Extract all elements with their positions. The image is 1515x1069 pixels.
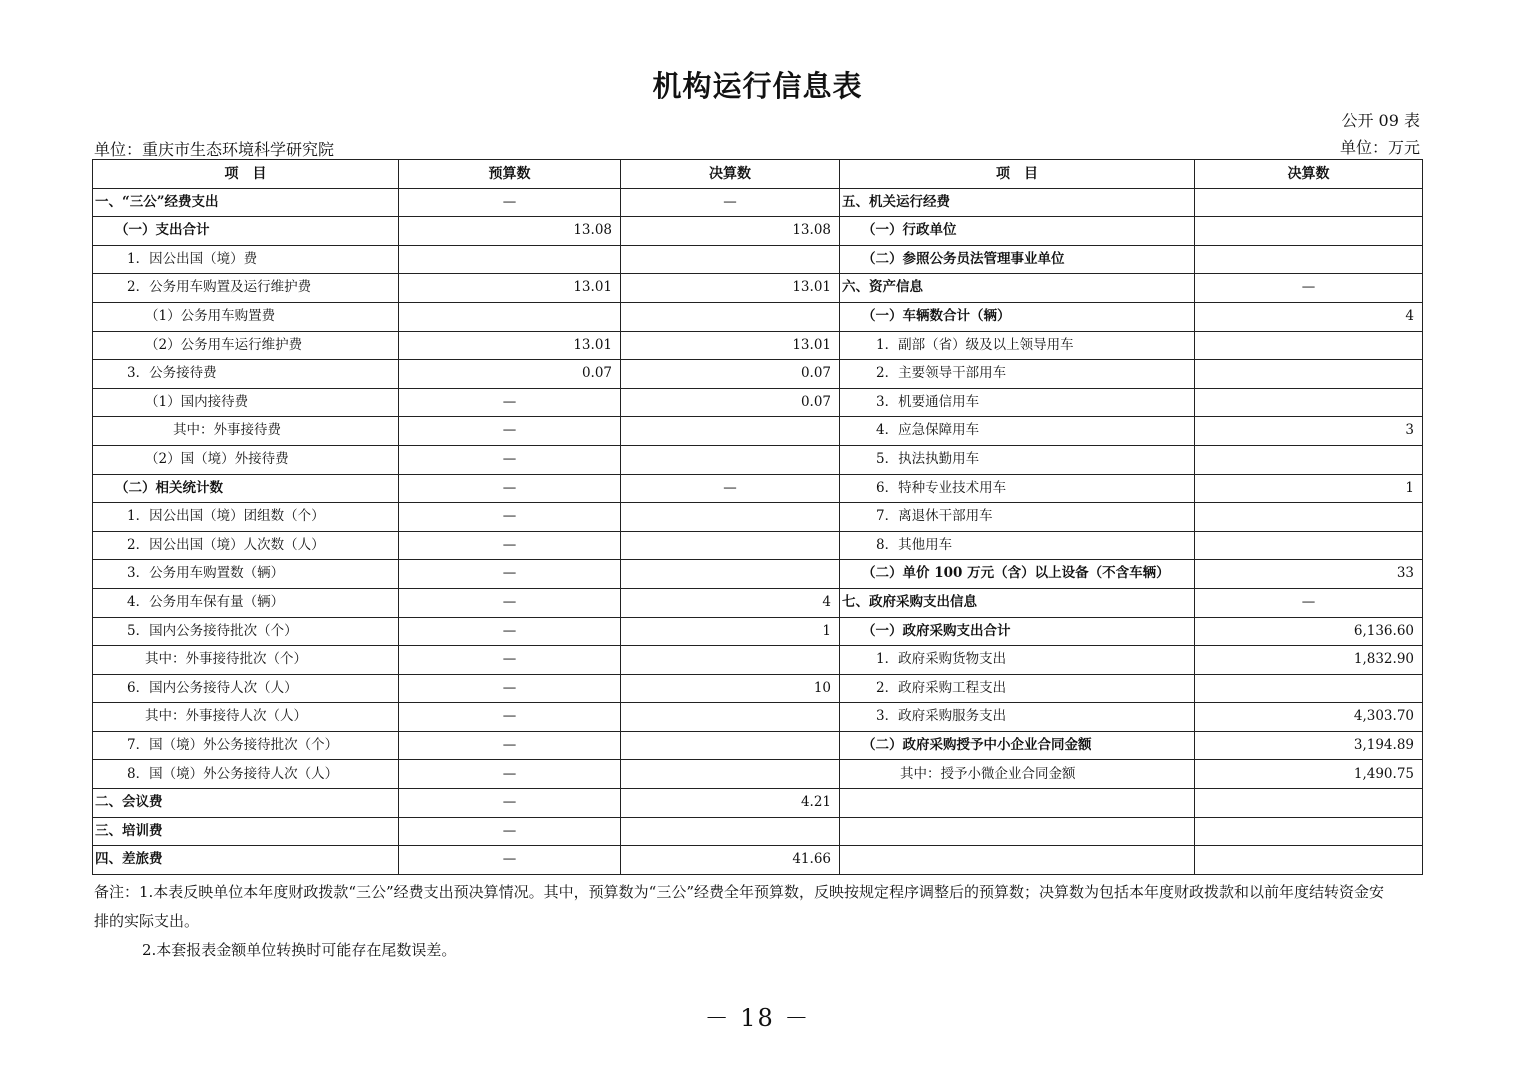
left-item-label: 7．国（境）外公务接待批次（个） xyxy=(93,731,399,760)
right-item-label: 8．其他用车 xyxy=(840,531,1195,560)
right-item-label: 1．副部（省）级及以上领导用车 xyxy=(840,331,1195,360)
final-value-left: 0.07 xyxy=(621,360,840,389)
right-item-label: 7．离退休干部用车 xyxy=(840,503,1195,532)
left-item-label: 3．公务接待费 xyxy=(93,360,399,389)
table-row xyxy=(93,445,1423,474)
right-item-label xyxy=(840,846,1195,875)
right-item-label: 3．政府采购服务支出 xyxy=(840,703,1195,732)
left-item-label: 6．国内公务接待人次（人） xyxy=(93,674,399,703)
budget-value: — xyxy=(399,674,621,703)
right-item-label: 2．政府采购工程支出 xyxy=(840,674,1195,703)
left-item-label: 其中：外事接待费 xyxy=(93,417,399,446)
left-item-label: 三、培训费 xyxy=(93,817,399,846)
table-row xyxy=(93,817,1423,846)
budget-value: 13.08 xyxy=(399,217,621,246)
table-row xyxy=(93,245,1423,274)
right-item-label: （二）参照公务员法管理事业单位 xyxy=(840,245,1195,274)
final-value-right xyxy=(1195,388,1423,417)
table-row xyxy=(93,331,1423,360)
right-item-label: 6．特种专业技术用车 xyxy=(840,474,1195,503)
final-value-right xyxy=(1195,674,1423,703)
table-row xyxy=(93,703,1423,732)
table-row xyxy=(93,674,1423,703)
right-item-label: （二）政府采购授予中小企业合同金额 xyxy=(840,731,1195,760)
final-value-right xyxy=(1195,445,1423,474)
final-value-left: 13.01 xyxy=(621,331,840,360)
budget-value: — xyxy=(399,789,621,818)
budget-value: — xyxy=(399,617,621,646)
budget-value xyxy=(399,302,621,331)
budget-value: — xyxy=(399,846,621,875)
budget-value: — xyxy=(399,388,621,417)
right-item-label: 3．机要通信用车 xyxy=(840,388,1195,417)
final-value-right xyxy=(1195,817,1423,846)
right-item-label: （一）车辆数合计（辆） xyxy=(840,302,1195,331)
table-row xyxy=(93,588,1423,617)
left-item-label: 一、“三公”经费支出 xyxy=(93,188,399,217)
final-value-right: 1,490.75 xyxy=(1195,760,1423,789)
final-value-right xyxy=(1195,360,1423,389)
final-value-right xyxy=(1195,503,1423,532)
final-value-left xyxy=(621,760,840,789)
left-item-label: （一）支出合计 xyxy=(93,217,399,246)
right-item-label: 七、政府采购支出信息 xyxy=(840,588,1195,617)
right-item-label xyxy=(840,817,1195,846)
final-value-left xyxy=(621,817,840,846)
header-final-right: 决算数 xyxy=(1195,160,1423,189)
budget-value: — xyxy=(399,188,621,217)
table-row xyxy=(93,474,1423,503)
right-item-label: 5．执法执勤用车 xyxy=(840,445,1195,474)
final-value-left xyxy=(621,417,840,446)
final-value-left: 13.08 xyxy=(621,217,840,246)
final-value-right: 3 xyxy=(1195,417,1423,446)
reporting-unit: 单位：重庆市生态环境科学研究院 xyxy=(94,140,335,159)
left-item-label: （二）相关统计数 xyxy=(93,474,399,503)
table-row xyxy=(93,360,1423,389)
final-value-left xyxy=(621,503,840,532)
final-value-right: 4 xyxy=(1195,302,1423,331)
left-item-label: 其中：外事接待人次（人） xyxy=(93,703,399,732)
final-value-right: 6,136.60 xyxy=(1195,617,1423,646)
table-row xyxy=(93,760,1423,789)
final-value-left: 4 xyxy=(621,588,840,617)
budget-value: — xyxy=(399,588,621,617)
final-value-left xyxy=(621,731,840,760)
right-item-label: 2．主要领导干部用车 xyxy=(840,360,1195,389)
budget-value: — xyxy=(399,703,621,732)
final-value-left xyxy=(621,560,840,589)
form-number: 公开 09 表 xyxy=(1341,111,1420,130)
info-table xyxy=(92,159,1423,875)
table-row xyxy=(93,417,1423,446)
table-row xyxy=(93,617,1423,646)
final-value-right xyxy=(1195,188,1423,217)
left-item-label: 1．因公出国（境）费 xyxy=(93,245,399,274)
final-value-right xyxy=(1195,217,1423,246)
final-value-left xyxy=(621,302,840,331)
left-item-label: 4．公务用车保有量（辆） xyxy=(93,588,399,617)
final-value-right: 33 xyxy=(1195,560,1423,589)
final-value-left xyxy=(621,245,840,274)
header-final-left: 决算数 xyxy=(621,160,840,189)
final-value-right: — xyxy=(1195,274,1423,303)
budget-value: — xyxy=(399,417,621,446)
budget-value: 13.01 xyxy=(399,274,621,303)
left-item-label: （2）国（境）外接待费 xyxy=(93,445,399,474)
left-item-label: （2）公务用车运行维护费 xyxy=(93,331,399,360)
left-item-label: 2．公务用车购置及运行维护费 xyxy=(93,274,399,303)
final-value-left: 41.66 xyxy=(621,846,840,875)
final-value-right: — xyxy=(1195,588,1423,617)
table-row xyxy=(93,846,1423,875)
budget-value: — xyxy=(399,531,621,560)
left-item-label: 二、会议费 xyxy=(93,789,399,818)
table-row xyxy=(93,503,1423,532)
page-title: 机构运行信息表 xyxy=(652,69,863,103)
final-value-left: 4.21 xyxy=(621,789,840,818)
table-row xyxy=(93,731,1423,760)
final-value-left xyxy=(621,445,840,474)
budget-value: — xyxy=(399,646,621,675)
left-item-label: （1）国内接待费 xyxy=(93,388,399,417)
table-row xyxy=(93,188,1423,217)
final-value-left: 1 xyxy=(621,617,840,646)
left-item-label: 四、差旅费 xyxy=(93,846,399,875)
final-value-right xyxy=(1195,846,1423,875)
budget-value: 13.01 xyxy=(399,331,621,360)
right-item-label: 五、机关运行经费 xyxy=(840,188,1195,217)
final-value-left xyxy=(621,531,840,560)
budget-value: — xyxy=(399,503,621,532)
left-item-label: 2．因公出国（境）人次数（人） xyxy=(93,531,399,560)
note-2: 2.本套报表金额单位转换时可能存在尾数误差。 xyxy=(142,941,457,959)
right-item-label: 4．应急保障用车 xyxy=(840,417,1195,446)
table-row xyxy=(93,789,1423,818)
table-header-row xyxy=(93,160,1423,189)
table-row xyxy=(93,531,1423,560)
final-value-right xyxy=(1195,331,1423,360)
header-item-right: 项 目 xyxy=(840,160,1195,189)
left-item-label: 5．国内公务接待批次（个） xyxy=(93,617,399,646)
final-value-left: 10 xyxy=(621,674,840,703)
final-value-right: 3,194.89 xyxy=(1195,731,1423,760)
final-value-left: 13.01 xyxy=(621,274,840,303)
right-item-label: 1．政府采购货物支出 xyxy=(840,646,1195,675)
left-item-label: 1．因公出国（境）团组数（个） xyxy=(93,503,399,532)
right-item-label xyxy=(840,789,1195,818)
budget-value: — xyxy=(399,474,621,503)
budget-value: 0.07 xyxy=(399,360,621,389)
currency-unit: 单位：万元 xyxy=(1339,138,1420,157)
budget-value: — xyxy=(399,445,621,474)
left-item-label: （1）公务用车购置费 xyxy=(93,302,399,331)
budget-value: — xyxy=(399,817,621,846)
final-value-left xyxy=(621,703,840,732)
left-item-label: 3．公务用车购置数（辆） xyxy=(93,560,399,589)
header-budget: 预算数 xyxy=(399,160,621,189)
budget-value: — xyxy=(399,760,621,789)
table-row xyxy=(93,388,1423,417)
table-row xyxy=(93,274,1423,303)
final-value-left: — xyxy=(621,474,840,503)
budget-value xyxy=(399,245,621,274)
final-value-left: 0.07 xyxy=(621,388,840,417)
final-value-left: — xyxy=(621,188,840,217)
final-value-right xyxy=(1195,245,1423,274)
budget-value: — xyxy=(399,560,621,589)
table-row xyxy=(93,646,1423,675)
header-item-left: 项 目 xyxy=(93,160,399,189)
table-row xyxy=(93,560,1423,589)
right-item-label: （二）单价 100 万元（含）以上设备（不含车辆） xyxy=(840,560,1195,589)
final-value-right: 1,832.90 xyxy=(1195,646,1423,675)
final-value-right: 1 xyxy=(1195,474,1423,503)
final-value-right xyxy=(1195,789,1423,818)
right-item-label: （一）政府采购支出合计 xyxy=(840,617,1195,646)
right-item-label: 六、资产信息 xyxy=(840,274,1195,303)
final-value-right xyxy=(1195,531,1423,560)
left-item-label: 8．国（境）外公务接待人次（人） xyxy=(93,760,399,789)
note-1: 备注：1.本表反映单位本年度财政拨款“三公”经费支出预决算情况。其中，预算数为“三公”经费全年预算数，反映按规定程序调整后的预算数；决算数为包括本年度财政拨款和以前年度结转资金安排的实际支出。 xyxy=(94,883,1384,930)
right-item-label: （一）行政单位 xyxy=(840,217,1195,246)
table-row xyxy=(93,302,1423,331)
notes xyxy=(94,878,1394,965)
final-value-right: 4,303.70 xyxy=(1195,703,1423,732)
table-row xyxy=(93,217,1423,246)
left-item-label: 其中：外事接待批次（个） xyxy=(93,646,399,675)
page-number: － 18 － xyxy=(704,1004,811,1032)
right-item-label: 其中：授予小微企业合同金额 xyxy=(840,760,1195,789)
budget-value: — xyxy=(399,731,621,760)
final-value-left xyxy=(621,646,840,675)
